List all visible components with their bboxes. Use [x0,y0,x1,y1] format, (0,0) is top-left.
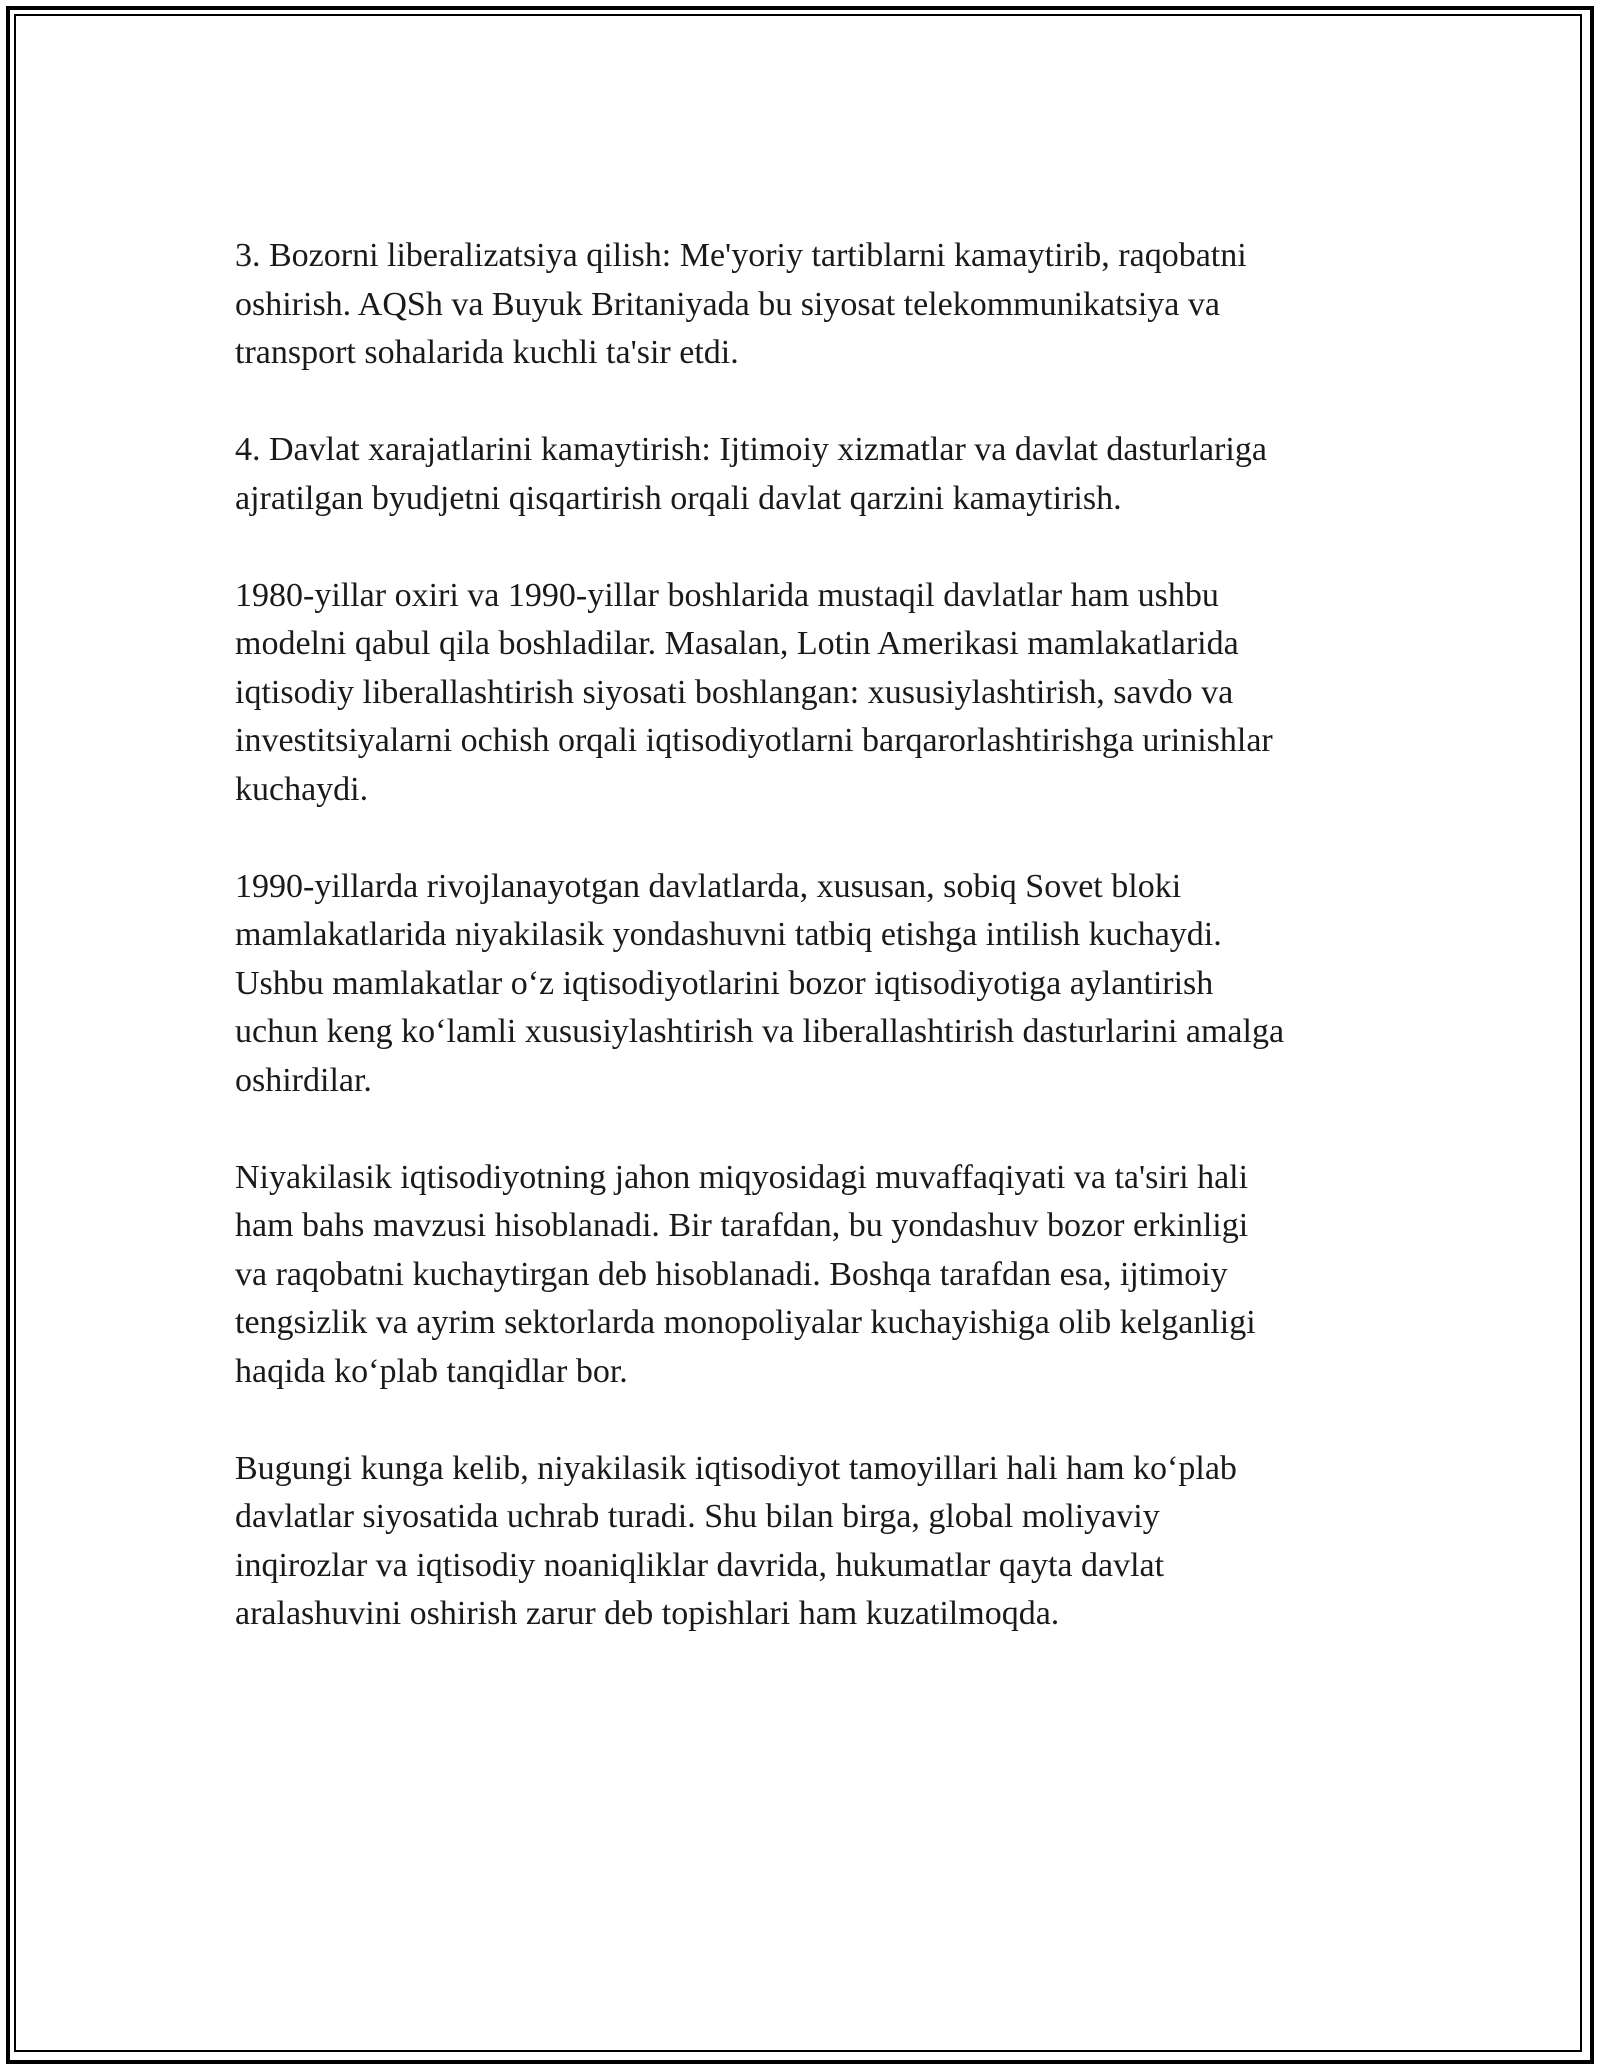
paragraph-1980s-adoption: 1980-yillar oxiri va 1990-yillar boshlarida mustaqil davlatlar ham ushbu modelni qabul qila boshladilar. Masalan, Lotin Amerikasi mamlakatlarida iqtisodiy liberallashtirish siyosati boshlangan: xususiylashtirish, savdo va investitsiyalarni ochish orqali iqtisodiyotlarni barqarorlashtirishga urinishlar kuchaydi. [235,576,1273,808]
paragraph-1990s-soviet-bloc: 1990-yillarda rivojlanayotgan davlatlarda, xususan, sobiq Sovet bloki mamlakatlarida niyakilasik yondashuvni tatbiq etishga intilish kuchaydi. Ushbu mamlakatlar o‘z iqtisodiyotlarini bozor iqtisodiyotiga aylantirish uchun keng ko‘lamli xususiylashtirish va liberallashtirish dasturlarini amalga oshirdilar. [235,867,1285,1099]
paragraph-global-debate: Niyakilasik iqtisodiyotning jahon miqyosidagi muvaffaqiyati va ta'siri hali ham bahs mavzusi hisoblanadi. Bir tarafdan, bu yondashuv bozor erkinligi va raqobatni kuchaytirgan deb hisoblanadi. Boshqa tarafdan esa, ijtimoiy tengsizlik va ayrim sektorlarda monopoliyalar kuchayishiga olib kelganligi haqida ko‘plab tanqidlar bor. [235,1158,1256,1390]
paragraph-spending-reduction: 4. Davlat xarajatlarini kamaytirish: Ijtimoiy xizmatlar va davlat dasturlariga ajratilgan byudjetni qisqartirish orqali davlat qarzini kamaytirish. [235,431,1267,517]
document-body [235,232,1385,1687]
paragraph-today: Bugungi kunga kelib, niyakilasik iqtisodiyot tamoyillari hali ham ko‘plab davlatlar siyosatida uchrab turadi. Shu bilan birga, global moliyaviy inqirozlar va iqtisodiy noaniqliklar davrida, hukumatlar qayta davlat aralashuvini oshirish zarur deb topishlari ham kuzatilmoqda. [235,1449,1237,1632]
paragraph-market-liberalization: 3. Bozorni liberalizatsiya qilish: Me'yoriy tartiblarni kamaytirib, raqobatni oshirish. AQSh va Buyuk Britaniyada bu siyosat telekommunikatsiya va transport sohalarida kuchli ta'sir etdi. [235,237,1247,371]
